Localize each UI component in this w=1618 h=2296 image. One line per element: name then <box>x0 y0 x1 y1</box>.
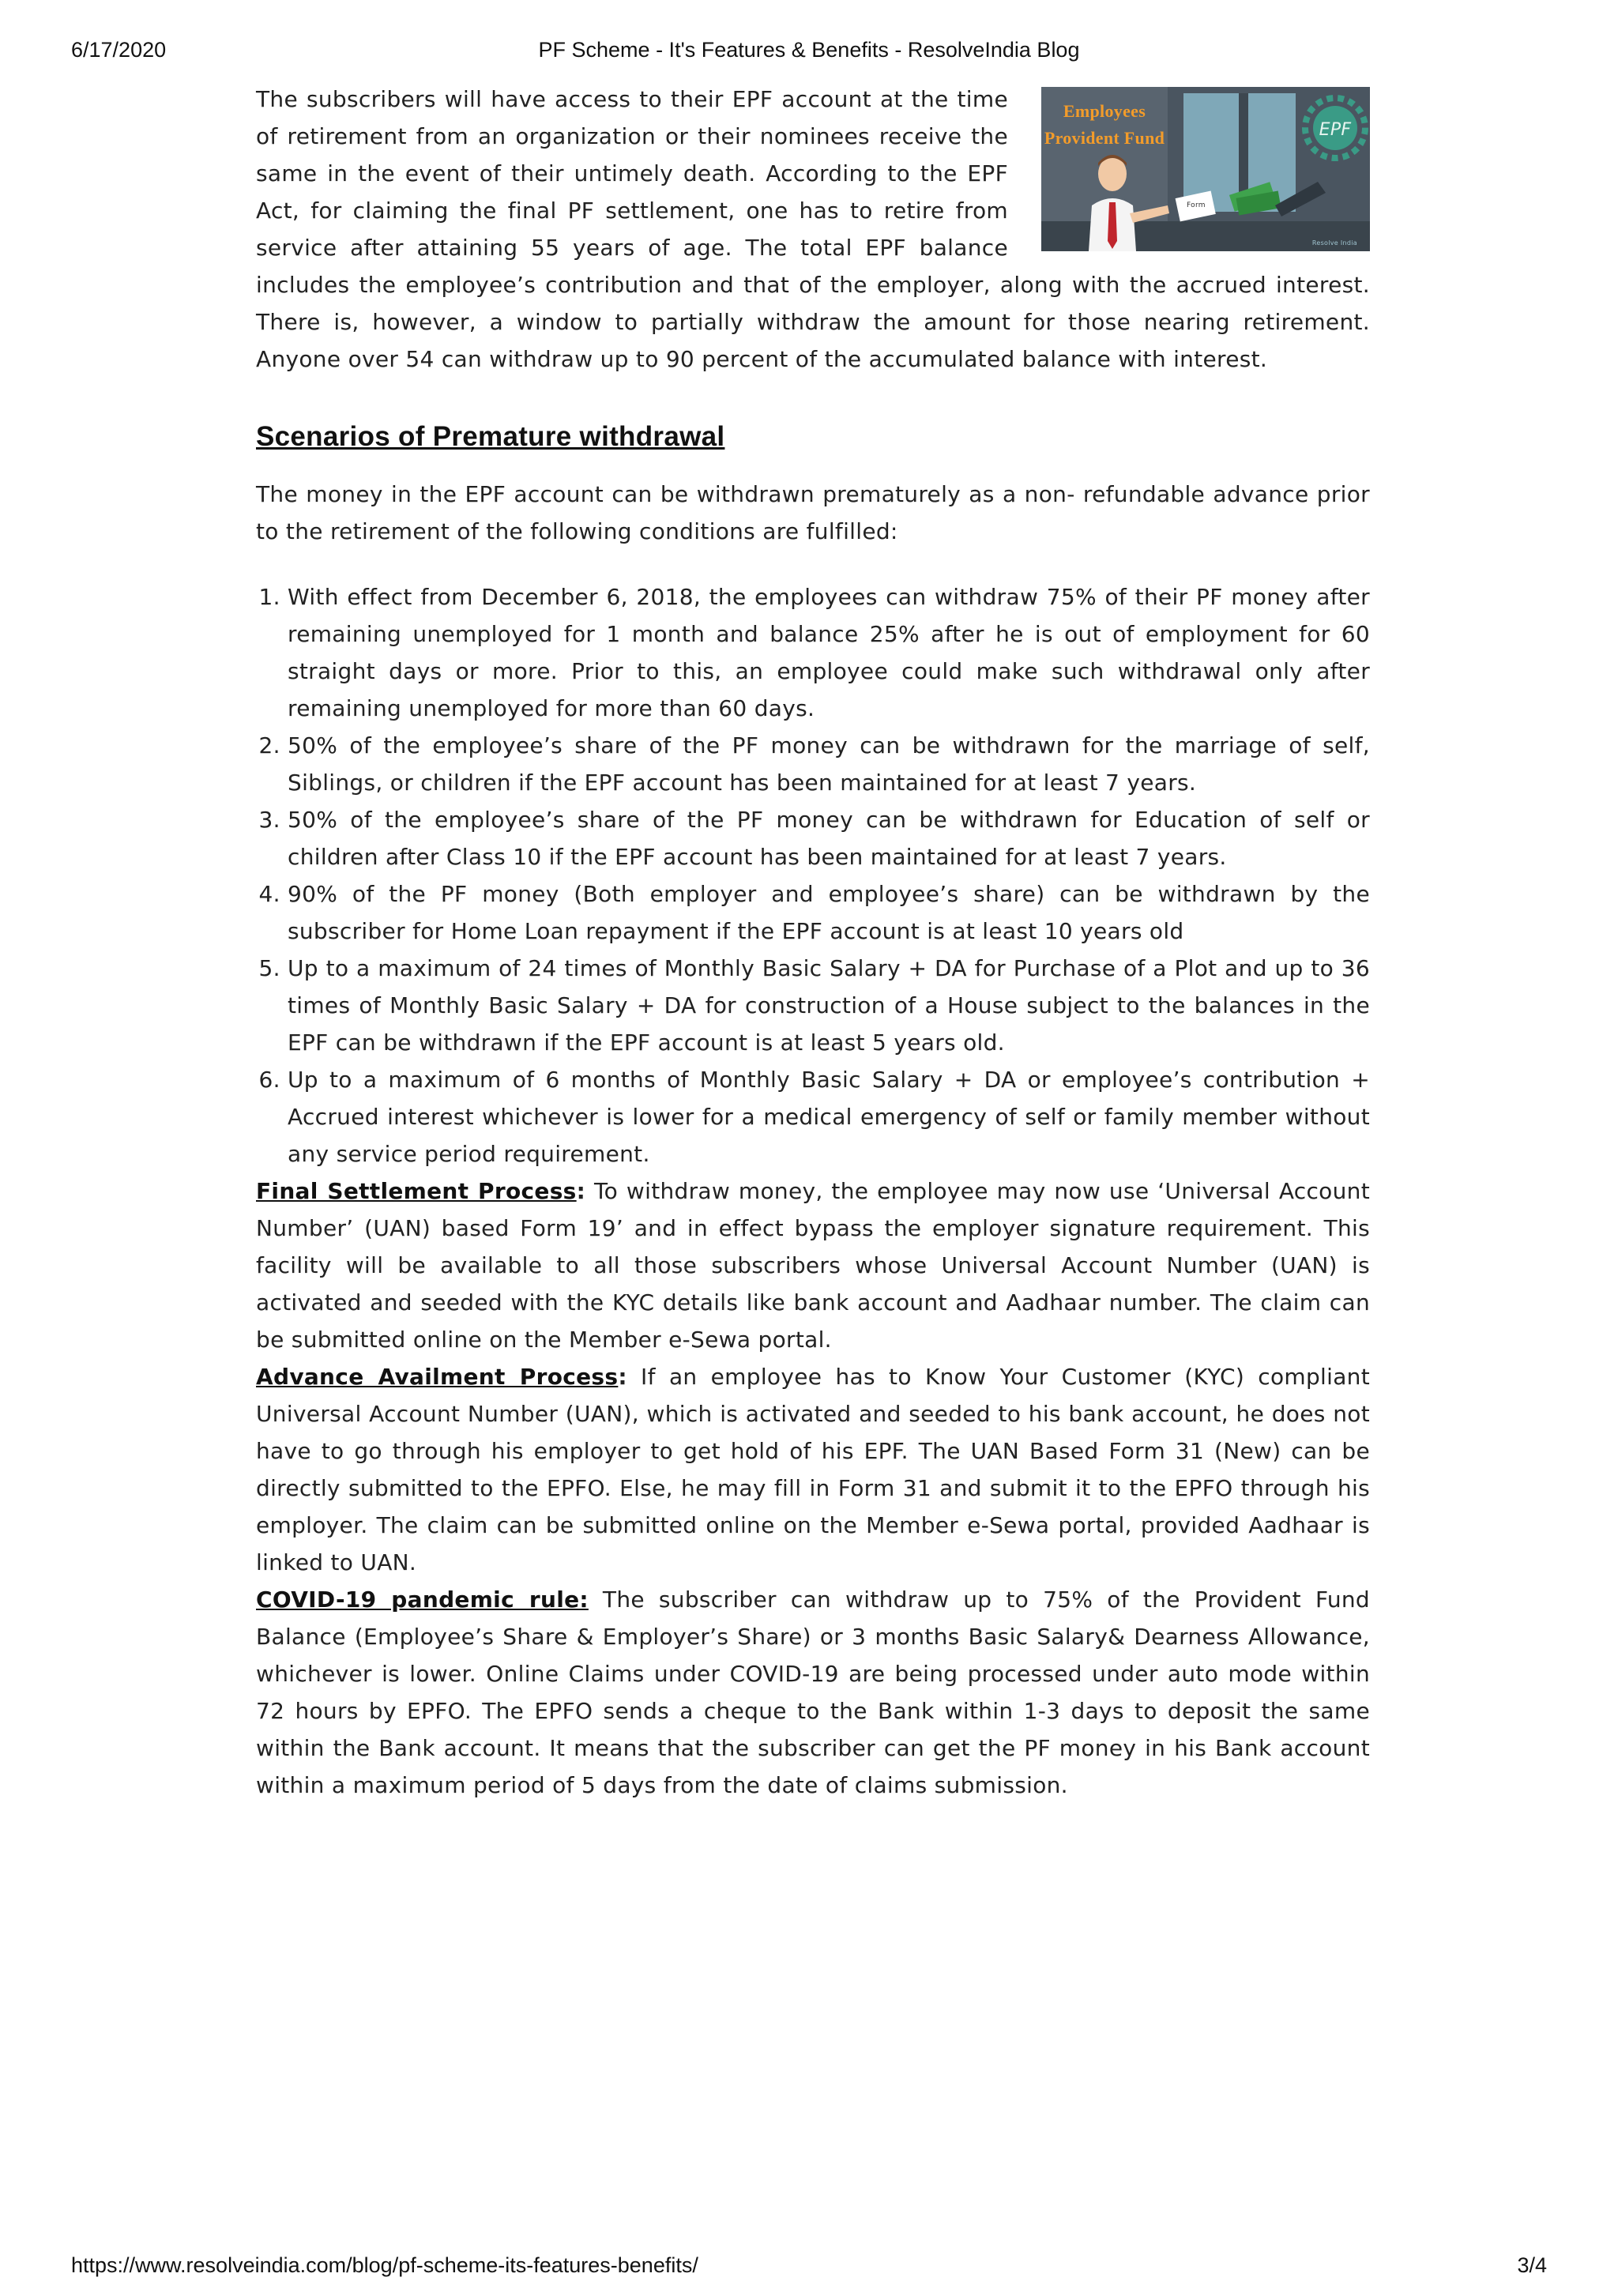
final-settlement-text: To withdraw money, the employee may now use ‘Universal Account Number’ (UAN) based Form 19’ and in effect bypass the employer signature requirement. This facility will be available to all those subscribers whose Universal Account Number (UAN) is activated and seeded with the KYC details like bank account and Aadhaar number. The claim can be submitted online on the Member e-Sewa portal. <box>256 1178 1370 1353</box>
epf-illustration <box>1041 87 1370 251</box>
image-watermark: Resolve India <box>1311 239 1357 247</box>
condition-item: 5. Up to a maximum of 24 times of Monthly Basic Salary + DA for Purchase of a Plot and up to 36 times of Monthly Basic Salary + DA for construction of a House subject to the balances in the EPF can be withdrawn if the EPF account is at least 5 years old. <box>288 950 1370 1061</box>
condition-item: 2. 50% of the employee’s share of the PF money can be withdrawn for the marriage of self, Siblings, or children if the EPF account has been maintained for at least 7 years. <box>288 727 1370 801</box>
conditions-list <box>256 578 1370 1172</box>
intro-section <box>256 81 1370 378</box>
section-heading: Scenarios of Premature withdrawal <box>256 421 725 452</box>
final-settlement-colon: : <box>576 1178 586 1204</box>
advance-availment-text: If an employee has to Know Your Customer (KYC) compliant Universal Account Number (UAN), which is activated and seeded to his bank account, he does not have to go through his employer to get hold of his EPF. The UAN Based Form 31 (New) can be directly submitted to the EPFO. Else, he may fill in Form 31 and submit it to the EPFO through his employer. The claim can be submitted online on the Member e-Sewa portal, provided Aadhaar is linked to UAN. <box>256 1364 1370 1575</box>
article-body <box>256 81 1370 1804</box>
advance-availment-colon: : <box>618 1364 627 1390</box>
print-page-title: PF Scheme - It's Features & Benefits - ResolveIndia Blog <box>538 38 1080 62</box>
print-url: https://www.resolveindia.com/blog/pf-scheme-its-features-benefits/ <box>71 2253 698 2277</box>
section-intro-paragraph: The money in the EPF account can be withdrawn prematurely as a non- refundable advance prior to the retirement of the following conditions are fulfilled: <box>256 481 1370 544</box>
condition-item: 4. 90% of the PF money (Both employer and employee’s share) can be withdrawn by the subscriber for Home Loan repayment if the EPF account is at least 10 years old <box>288 875 1370 950</box>
page-number: 3/4 <box>1517 2253 1547 2277</box>
covid-rule-paragraph <box>256 1581 1370 1804</box>
covid-rule-text: The subscriber can withdraw up to 75% of the Provident Fund Balance (Employee’s Share & Employer’s Share) or 3 months Basic Salary& Dearness Allowance, whichever is lower. Online Claims under COVID-19 are being processed under auto mode within 72 hours by EPFO. The EPFO sends a cheque to the Bank within 1-3 days to deposit the same within the Bank account. It means that the subscriber can get the PF money in his Bank account within a maximum period of 5 days from the date of claims submission. <box>256 1586 1371 1798</box>
image-title-line2: Provident Fund <box>1044 128 1165 148</box>
print-footer <box>71 2253 1547 2296</box>
advance-availment-paragraph <box>256 1358 1370 1581</box>
condition-item: 6. Up to a maximum of 6 months of Monthly Basic Salary + DA or employee’s contribution + Accrued interest whichever is lower for a medical emergency of self or family member without any service period requirement. <box>288 1061 1370 1172</box>
covid-rule-label: COVID-19 pandemic rule: <box>256 1586 589 1613</box>
epf-badge-text: EPF <box>1319 120 1352 140</box>
intro-paragraph: The subscribers will have access to their EPF account at the time of retirement from an organization or their nominees receive the same in the event of their untimely death. According to the EPF Act, for claiming the final PF settlement, one has to retire from service after attaining 55 years of age. The total EPF balance includes the employee’s contribution and that of the employer, along with the accrued interest. There is, however, a window to partially withdraw the amount for those nearing retirement. Anyone over 54 can withdraw up to 90 percent of the accumulated balance with interest. <box>256 86 1370 372</box>
condition-item: 3. 50% of the employee’s share of the PF money can be withdrawn for Education of self or children after Class 10 if the EPF account has been maintained for at least 7 years. <box>288 801 1370 875</box>
final-settlement-label: Final Settlement Process <box>256 1178 577 1204</box>
final-settlement-paragraph <box>256 1172 1370 1358</box>
image-title-line1: Employees <box>1063 101 1146 121</box>
print-date: 6/17/2020 <box>71 38 167 62</box>
condition-item: 1. With effect from December 6, 2018, the employees can withdraw 75% of their PF money after remaining unemployed for 1 month and balance 25% after he is out of employment for 60 straight days or more. Prior to this, an employee could make such withdrawal only after remaining unemployed for more than 60 days. <box>288 578 1370 727</box>
print-header <box>71 38 1547 70</box>
form-paper-label: Form <box>1187 201 1206 209</box>
advance-availment-label: Advance Availment Process <box>256 1364 619 1390</box>
